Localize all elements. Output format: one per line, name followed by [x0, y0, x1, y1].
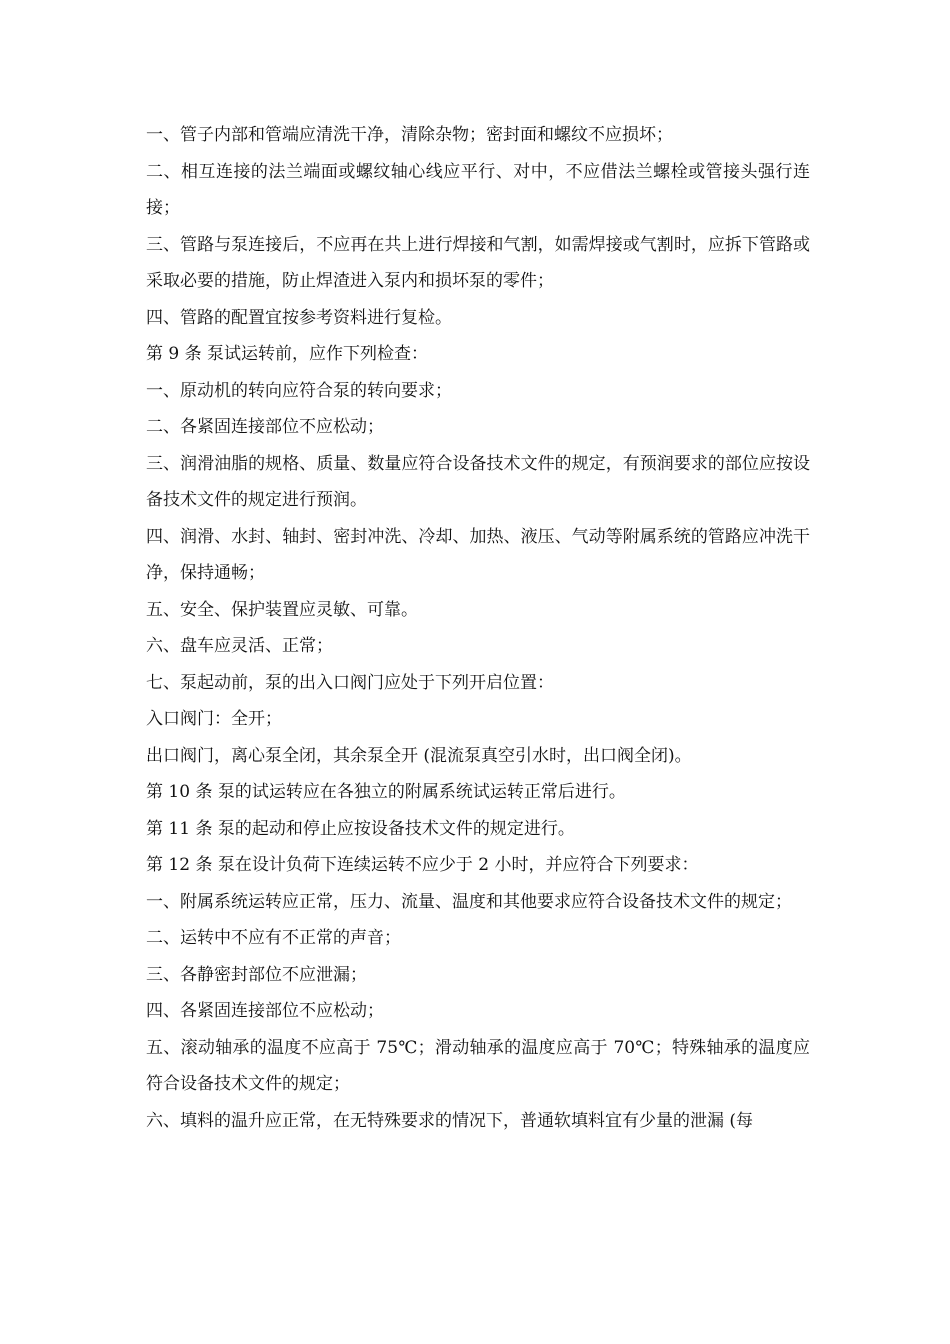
paragraph-22: 五、滚动轴承的温度不应高于 75℃；滑动轴承的温度应高于 70℃；特殊轴承的温度应符合设备技术文件的规定； [146, 1037, 810, 1094]
paragraph-12: 七、泵起动前，泵的出入口阀门应处于下列开启位置： [146, 672, 554, 693]
paragraph-23: 六、填料的温升应正常，在无特殊要求的情况下，普通软填料宜有少量的泄漏 (每 [146, 1110, 754, 1131]
paragraph-8: 三、润滑油脂的规格、质量、数量应符合设备技术文件的规定，有预润要求的部位应按设备技术文件的规定进行预润。 [146, 453, 810, 510]
article-12-heading: 第 12 条 泵在设计负荷下连续运转不应少于 2 小时，并应符合下列要求： [146, 855, 699, 875]
article-10-heading: 第 10 条 泵的试运转应在各独立的附属系统试运转正常后进行。 [146, 782, 626, 802]
paragraph-3: 三、管路与泵连接后，不应再在共上进行焊接和气割，如需焊接或气割时，应拆下管路或采取必要的措施，防止焊渣进入泵内和损坏泵的零件； [146, 234, 810, 291]
paragraph-6: 一、原动机的转向应符合泵的转向要求； [146, 380, 452, 401]
paragraph-18: 一、附属系统运转应正常，压力、流量、温度和其他要求应符合设备技术文件的规定； [146, 891, 792, 912]
paragraph-19: 二、运转中不应有不正常的声音； [146, 928, 401, 948]
article-11-heading: 第 11 条 泵的起动和停止应按设备技术文件的规定进行。 [146, 818, 575, 839]
paragraph-13: 入口阀门：全开； [146, 709, 282, 729]
paragraph-11: 六、盘车应灵活、正常； [146, 636, 333, 656]
paragraph-10: 五、安全、保护装置应灵敏、可靠。 [146, 599, 418, 620]
article-9-heading: 第 9 条 泵试运转前，应作下列检查： [146, 344, 429, 364]
paragraph-1: 一、管子内部和管端应清洗干净，清除杂物；密封面和螺纹不应损坏； [146, 125, 673, 145]
paragraph-7: 二、各紧固连接部位不应松动； [146, 417, 384, 437]
paragraph-20: 三、各静密封部位不应泄漏； [146, 964, 367, 985]
paragraph-14: 出口阀门，离心泵全闭，其余泵全开 (混流泵真空引水时，出口阀全闭)。 [146, 745, 692, 766]
paragraph-9: 四、润滑、水封、轴封、密封冲洗、冷却、加热、液压、气动等附属系统的管路应冲洗干净，保持通畅； [146, 526, 810, 583]
paragraph-21: 四、各紧固连接部位不应松动； [146, 1001, 384, 1021]
paragraph-2: 二、相互连接的法兰端面或螺纹轴心线应平行、对中，不应借法兰螺栓或管接头强行连接； [146, 161, 810, 218]
paragraph-4: 四、管路的配置宜按参考资料进行复检。 [146, 307, 452, 328]
document-body [146, 117, 810, 1139]
